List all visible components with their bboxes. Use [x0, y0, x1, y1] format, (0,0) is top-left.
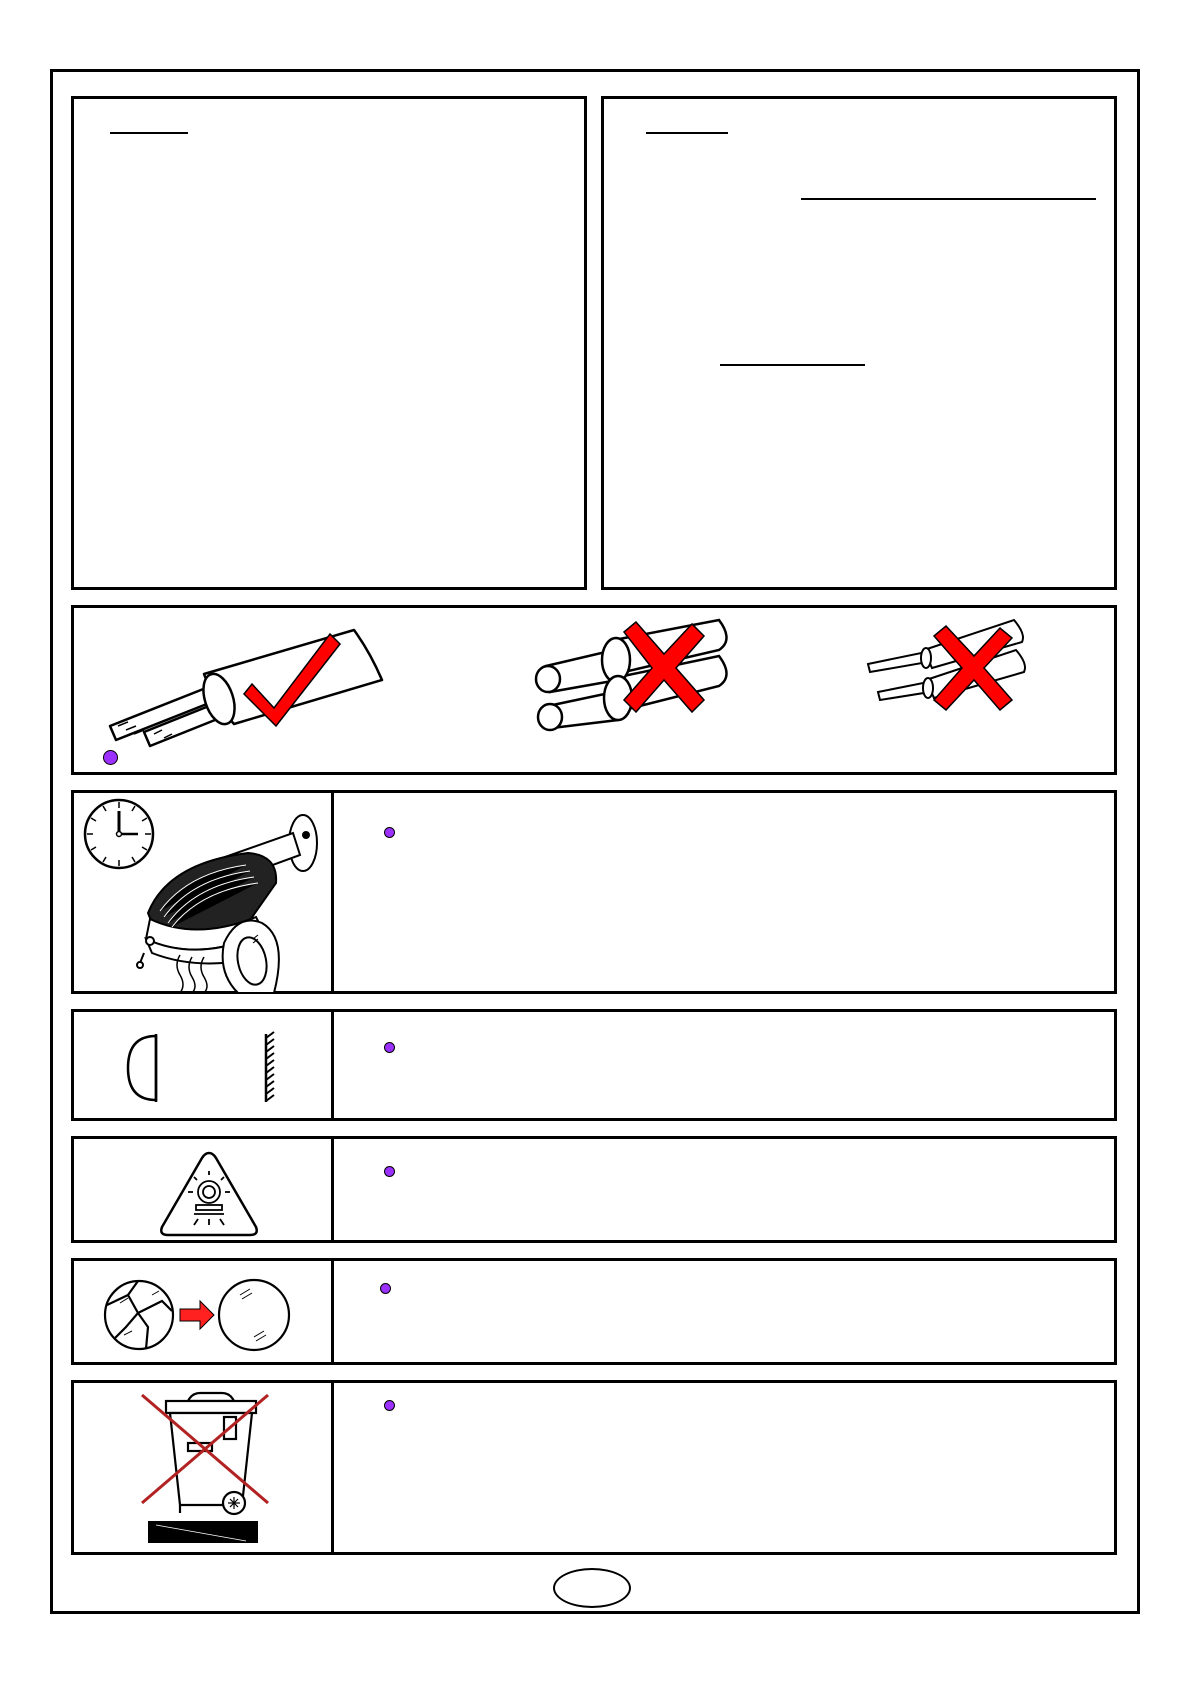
- row-divider: [331, 1261, 334, 1362]
- lamp-to-wall-distance-icon: [114, 1012, 314, 1112]
- row-divider: [331, 1139, 334, 1240]
- distance-bullet: [384, 1042, 395, 1053]
- cooling-bullet: [384, 827, 395, 838]
- page-number-oval: [553, 1568, 631, 1608]
- sheathed-cable-icon: [104, 622, 404, 742]
- row-divider: [331, 793, 334, 991]
- row-divider: [331, 1383, 334, 1552]
- crossed-out-wheelie-bin-icon: [136, 1389, 286, 1554]
- instruction-row-cooling: [71, 790, 1117, 994]
- broken-glass-replace-icon: [104, 1265, 304, 1365]
- right-underline-short: [720, 364, 865, 366]
- flat-twin-cable-icon: [534, 620, 734, 730]
- left-heading-underline: [110, 132, 188, 134]
- right-heading-underline: [646, 132, 728, 134]
- arrow-right-icon: [180, 1301, 214, 1329]
- instruction-row-disposal: [71, 1380, 1117, 1555]
- row-divider: [331, 1012, 334, 1118]
- right-underline-long: [801, 198, 1096, 200]
- disposal-bullet: [384, 1400, 395, 1411]
- cable-types-panel: [71, 605, 1117, 775]
- uv-radiation-warning-icon: [154, 1147, 264, 1243]
- right-text-panel: [601, 96, 1117, 590]
- left-text-panel: [71, 96, 587, 590]
- clock-and-hot-lamp-icon: [78, 793, 328, 993]
- instruction-row-distance: [71, 1009, 1117, 1121]
- thin-flat-cable-icon: [864, 620, 1044, 710]
- disposal-bar: [148, 1521, 258, 1543]
- instruction-row-uv: [71, 1136, 1117, 1243]
- glass-bullet: [380, 1283, 391, 1294]
- uv-bullet: [384, 1166, 395, 1177]
- instruction-row-glass: [71, 1258, 1117, 1365]
- cable-note-bullet: [103, 750, 118, 765]
